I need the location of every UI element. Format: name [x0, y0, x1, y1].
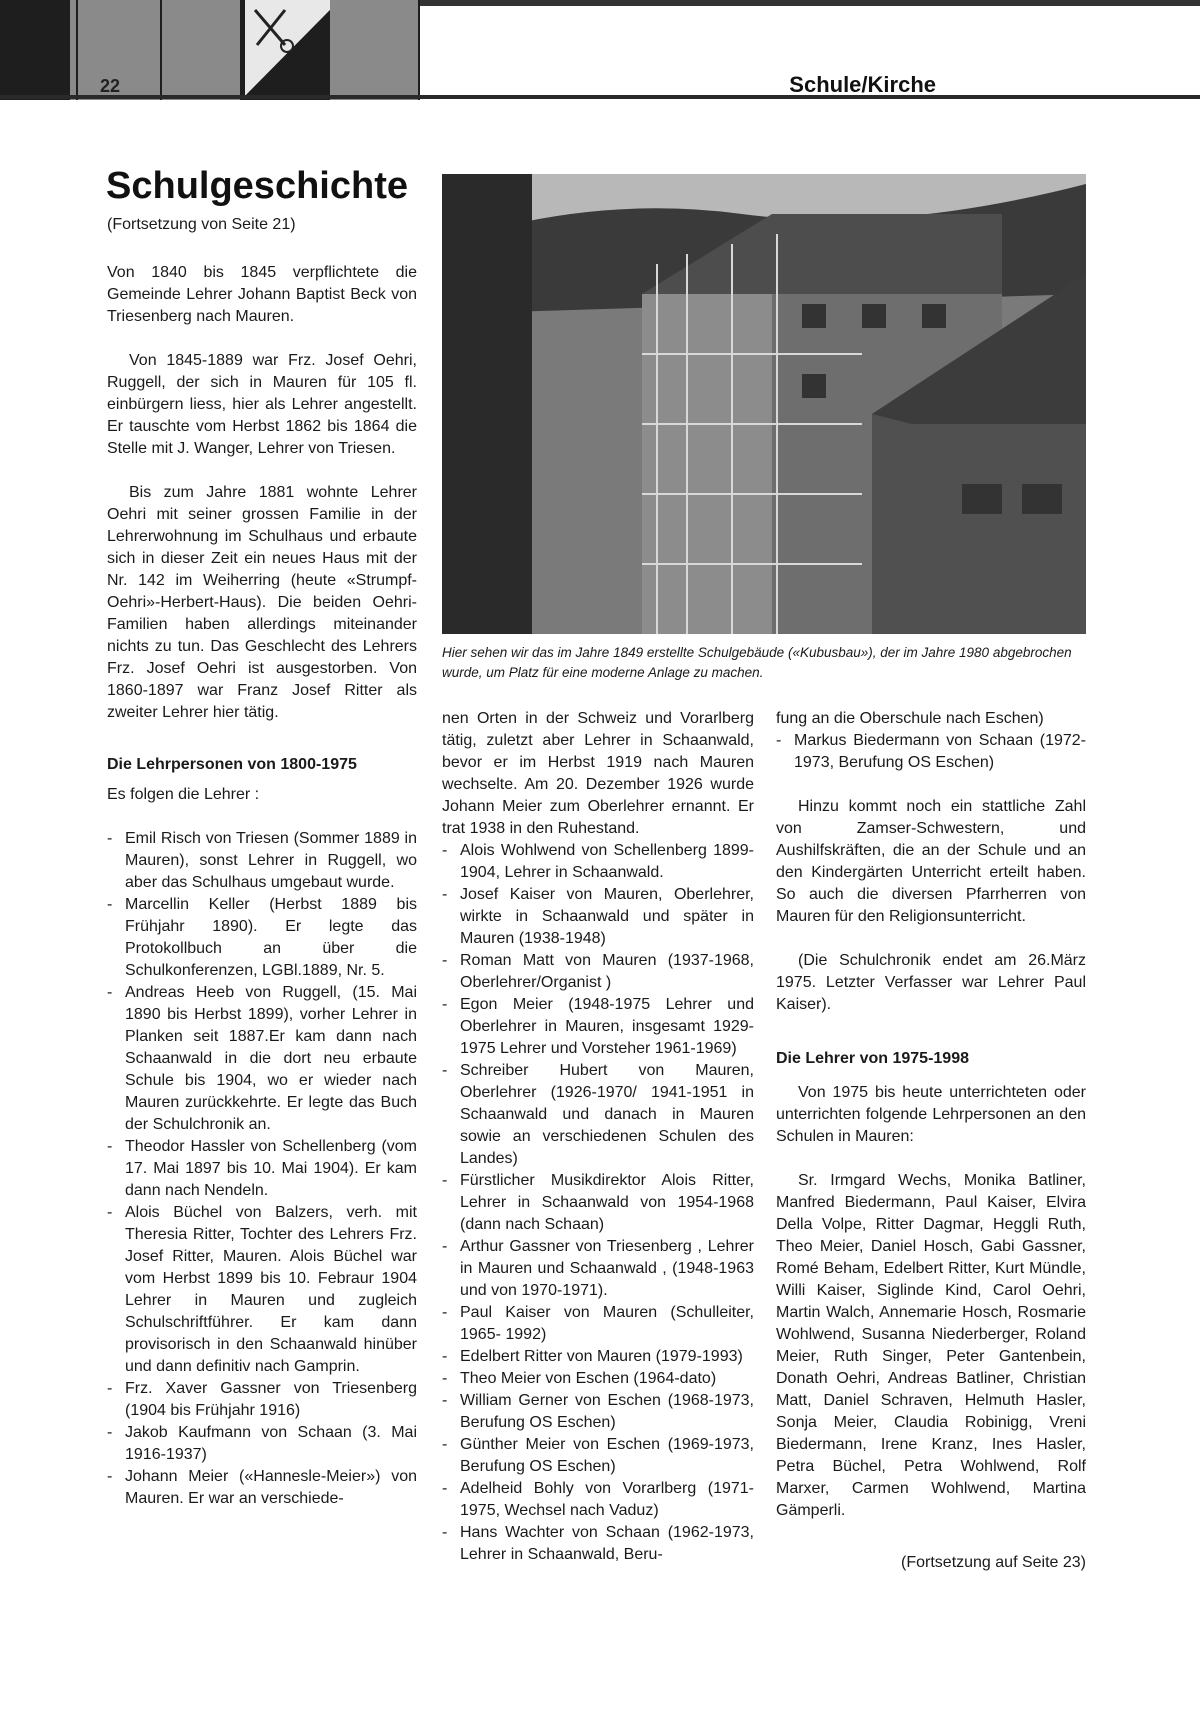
paragraph: Hinzu kommt noch ein stattliche Zahl von Zamser-Schwestern, und Aushilfskräften, die an der Schule und an den Kindergärten Unterricht erteilt haben. So auch die diversen Pfarrherren von Mauren für den Religionsunterricht.	[776, 798, 1086, 925]
list-item: - Alois Wohlwend von Schellenberg 1899-1904, Lehrer in Schaanwald.	[442, 840, 754, 884]
list-item: - Roman Matt von Mauren (1937-1968, Oberlehrer/Organist )	[442, 950, 754, 994]
column-1	[107, 262, 417, 1510]
list-item: - Marcellin Keller (Herbst 1889 bis Frühjahr 1890). Er legte das Protokollbuch an über die Schulkonferenzen, LGBl.1889, Nr. 5.	[107, 894, 417, 982]
column-2	[442, 708, 754, 1566]
list-item: - Edelbert Ritter von Mauren (1979-1993)	[442, 1346, 754, 1368]
list-item: - Andreas Heeb von Ruggell, (15. Mai 1890 bis Herbst 1899), vorher Lehrer in Planken seit 1887.Er kam dann nach Schaanwald in die dort neu erbaute Schule bis 1904, wo er wieder nach Mauren zurückkehrte. Er legte das Buch der Schulchronik an.	[107, 982, 417, 1136]
section-heading-1800-1975: Die Lehrpersonen von 1800-1975	[107, 756, 357, 773]
crossed-keys-emblem-icon	[245, 0, 330, 96]
header-pattern-bar	[0, 0, 420, 100]
list-item: - Hans Wachter von Schaan (1962-1973, Lehrer in Schaanwald, Beru-	[442, 1522, 754, 1566]
list-item: - Johann Meier («Hannesle-Meier») von Mauren. Er war an verschiede-	[107, 1466, 417, 1510]
list-item: - Arthur Gassner von Triesenberg , Lehrer in Mauren und Schaanwald , (1948-1963 und von 1970-1971).	[442, 1236, 754, 1302]
article-subtitle: (Fortsetzung von Seite 21)	[107, 216, 296, 233]
section-intro: Von 1975 bis heute unterrichteten oder unterrichten folgende Lehrpersonen an den Schulen in Mauren:	[776, 1084, 1086, 1145]
list-item: - Markus Biedermann von Schaan (1972-1973, Berufung OS Eschen)	[776, 730, 1086, 774]
page-number: 22	[100, 76, 121, 96]
list-item: - William Gerner von Eschen (1968-1973, Berufung OS Eschen)	[442, 1390, 754, 1434]
section-title: Schule/Kirche	[789, 72, 936, 97]
header-rule	[0, 95, 1200, 99]
paragraph: (Die Schulchronik endet am 26.März 1975. Letzter Verfasser war Lehrer Paul Kaiser).	[776, 952, 1086, 1013]
intro-paragraph: Bis zum Jahre 1881 wohnte Lehrer Oehri mit seiner grossen Familie in der Lehrerwohnung im Schulhaus und erbaute sich in dieser Zeit ein neues Haus mit der Nr. 142 im Weiherring (heute «Strumpf-Oehri»-Herbert-Haus). Die beiden Oehri-Familien haben allerdings miteinander nichts zu tun. Das Geschlecht des Lehrers Frz. Josef Oehri ist ausgestorben. Von 1860-1897 war Franz Josef Ritter als zweiter Lehrer hier tätig.	[107, 484, 417, 721]
list-item: - Günther Meier von Eschen (1969-1973, Berufung OS Eschen)	[442, 1434, 754, 1478]
teacher-list-col3	[776, 730, 1086, 774]
list-item: - Theodor Hassler von Schellenberg (vom 17. Mai 1897 bis 10. Mai 1904). Er kam dann nach Nendeln.	[107, 1136, 417, 1202]
list-item: - Jakob Kaufmann von Schaan (3. Mai 1916-1937)	[107, 1422, 417, 1466]
continuation-text: fung an die Oberschule nach Eschen)	[776, 710, 1044, 727]
list-item: - Theo Meier von Eschen (1964-dato)	[442, 1368, 754, 1390]
column-3	[776, 708, 1086, 1574]
list-item: - Adelheid Bohly von Vorarlberg (1971-1975, Wechsel nach Vaduz)	[442, 1478, 754, 1522]
list-item: - Paul Kaiser von Mauren (Schulleiter, 1965- 1992)	[442, 1302, 754, 1346]
list-item: - Schreiber Hubert von Mauren, Oberlehrer (1926-1970/ 1941-1951 in Schaanwald und danach in Mauren sowie an verschiedenen Schulen des Landes)	[442, 1060, 754, 1170]
list-item: - Fürstlicher Musikdirektor Alois Ritter, Lehrer in Schaanwald von 1954-1968 (dann nach Schaan)	[442, 1170, 754, 1236]
school-building-photo	[442, 174, 1086, 634]
list-item: - Alois Büchel von Balzers, verh. mit Theresia Ritter, Tochter des Lehrers Frz. Josef Ritter, Mauren. Alois Büchel war vom Herbst 1899 bis 10. Febraur 1904 Lehrer in Mauren und zugleich Schulschriftführer. Er kam dann provisorisch in den Schaanwald hinüber und dann definitiv nach Gamprin.	[107, 1202, 417, 1378]
teacher-names: Sr. Irmgard Wechs, Monika Batliner, Manfred Biedermann, Paul Kaiser, Elvira Della Volpe, Ritter Dagmar, Heggli Ruth, Theo Meier, Daniel Hosch, Gabi Gassner, Romé Beham, Edelbert Ritter, Kurt Mündle, Willi Kaiser, Siglinde Kind, Carol Oehri, Martin Walch, Annemarie Hosch, Rosmarie Wohlwend, Susanna Niederberger, Roland Meier, Ruth Singer, Peter Gantenbein, Donath Oehri, Andreas Batliner, Christian Matt, Daniel Schraven, Helmuth Hasler, Sonja Meier, Claudia Robinigg, Vreni Biedermann, Irene Kranz, Ines Hasler, Petra Büchel, Petra Wohlwend, Rolf Marxer, Carmen Wohlwend, Martina Gämperli.	[776, 1172, 1086, 1519]
list-item: - Josef Kaiser von Mauren, Oberlehrer, wirkte in Schaanwald und später in Mauren (1938-1948)	[442, 884, 754, 950]
continuation-text: nen Orten in der Schweiz und Vorarlberg tätig, zuletzt aber Lehrer in Schaanwald, bevor er im Herbst 1919 nach Mauren wechselte. Am 20. Dezember 1926 wurde Johann Meier zum Oberlehrer ernannt. Er trat 1938 in den Ruhestand.	[442, 710, 754, 837]
article-title: Schulgeschichte	[106, 165, 408, 207]
teacher-list-col1	[107, 828, 417, 1510]
continued-note: (Fortsetzung auf Seite 23)	[901, 1554, 1086, 1571]
section-heading-1975-1998: Die Lehrer von 1975-1998	[776, 1050, 969, 1067]
intro-paragraph: Von 1845-1889 war Frz. Josef Oehri, Ruggell, der sich in Mauren für 105 fl. einbürgern liess, hier als Lehrer angestellt. Er tauschte vom Herbst 1862 bis 1864 die Stelle mit J. Wanger, Lehrer von Triesen.	[107, 352, 417, 457]
section-intro: Es folgen die Lehrer :	[107, 786, 260, 803]
list-item: - Frz. Xaver Gassner von Triesenberg (1904 bis Frühjahr 1916)	[107, 1378, 417, 1422]
intro-paragraph: Von 1840 bis 1845 verpflichtete die Gemeinde Lehrer Johann Baptist Beck von Triesenberg nach Mauren.	[107, 264, 417, 325]
photo-caption: Hier sehen wir das im Jahre 1849 erstellte Schulgebäude («Kubusbau»), der im Jahre 1980 abgebrochen wurde, um Platz für eine moderne Anlage zu machen.	[442, 645, 1072, 680]
list-item: - Egon Meier (1948-1975 Lehrer und Oberlehrer in Mauren, insgesamt 1929-1975 Lehrer und Vorsteher 1961-1969)	[442, 994, 754, 1060]
teacher-list-col2	[442, 840, 754, 1566]
list-item: - Emil Risch von Triesen (Sommer 1889 in Mauren), sonst Lehrer in Ruggell, wo aber das Schulhaus umgebaut wurde.	[107, 828, 417, 894]
